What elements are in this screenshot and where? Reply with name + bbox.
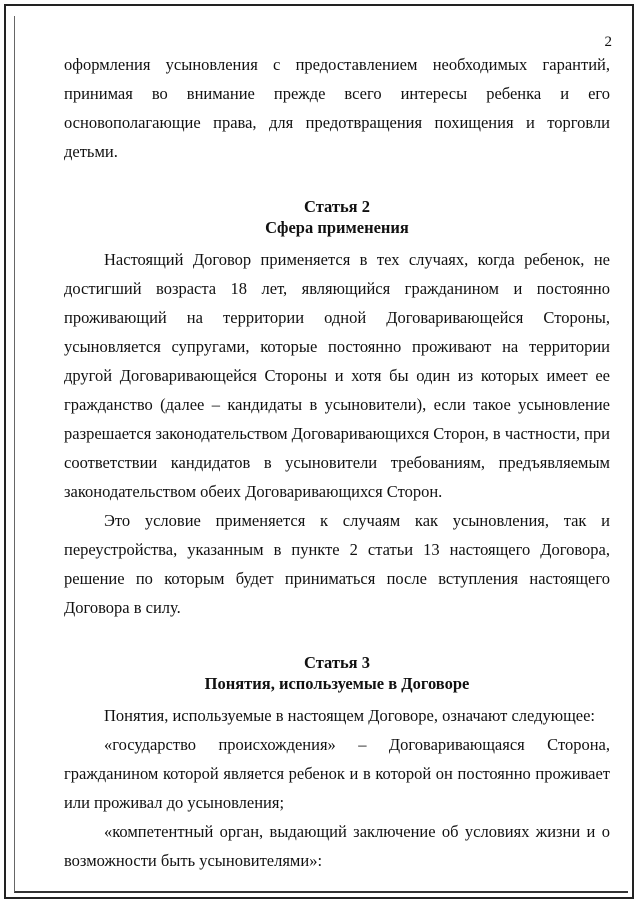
article-2-subtitle: Сфера применения	[265, 218, 409, 237]
spacer	[64, 622, 610, 652]
article-3-title: Статья 3	[304, 653, 370, 672]
spacer	[64, 694, 610, 701]
page-number: 2	[604, 34, 612, 50]
spacer	[64, 166, 610, 196]
article-2-paragraph: Это условие применяется к случаям как усыновления, так и переустройства, указанным в пункте 2 статьи 13 настоящего Договора, решение по которым будет приниматься после вступления настоящего Договора в силу.	[64, 511, 610, 617]
spacer	[64, 238, 610, 245]
article-3-subtitle: Понятия, используемые в Договоре	[204, 674, 470, 693]
article-2-title: Статья 2	[304, 197, 370, 216]
article-3-paragraph: Понятия, используемые в настоящем Договоре, означают следующее:	[104, 706, 596, 725]
article-3-paragraph: «компетентный орган, выдающий заключение об условиях жизни и о возможности быть усыновителями»:	[64, 822, 610, 870]
article-3-paragraph: «государство происхождения» – Договаривающаяся Сторона, гражданином которой является ребенок и в которой он постоянно проживает или проживал до усыновления;	[64, 735, 610, 812]
document-body	[64, 50, 610, 875]
intro-paragraph: оформления усыновления с предоставлением необходимых гарантий, принимая во внимание прежде всего интересы ребенка и его основополагающие права, для предотвращения похищения и торговли детьми.	[64, 55, 610, 161]
article-2-paragraph: Настоящий Договор применяется в тех случаях, когда ребенок, не достигший возраста 18 лет, являющийся гражданином и постоянно проживающий на территории одной Договаривающейся Стороны, усыновляется супругами, которые постоянно проживают на территории другой Договаривающейся Стороны и хотя бы один из которых имеет ее гражданство (далее – кандидаты в усыновители), если такое усыновление разрешается законодательством Договаривающихся Сторон, в частности, при соответствии кандидатов в усыновители требованиям, предъявляемым законодательством обеих Договаривающихся Сторон.	[64, 250, 610, 501]
